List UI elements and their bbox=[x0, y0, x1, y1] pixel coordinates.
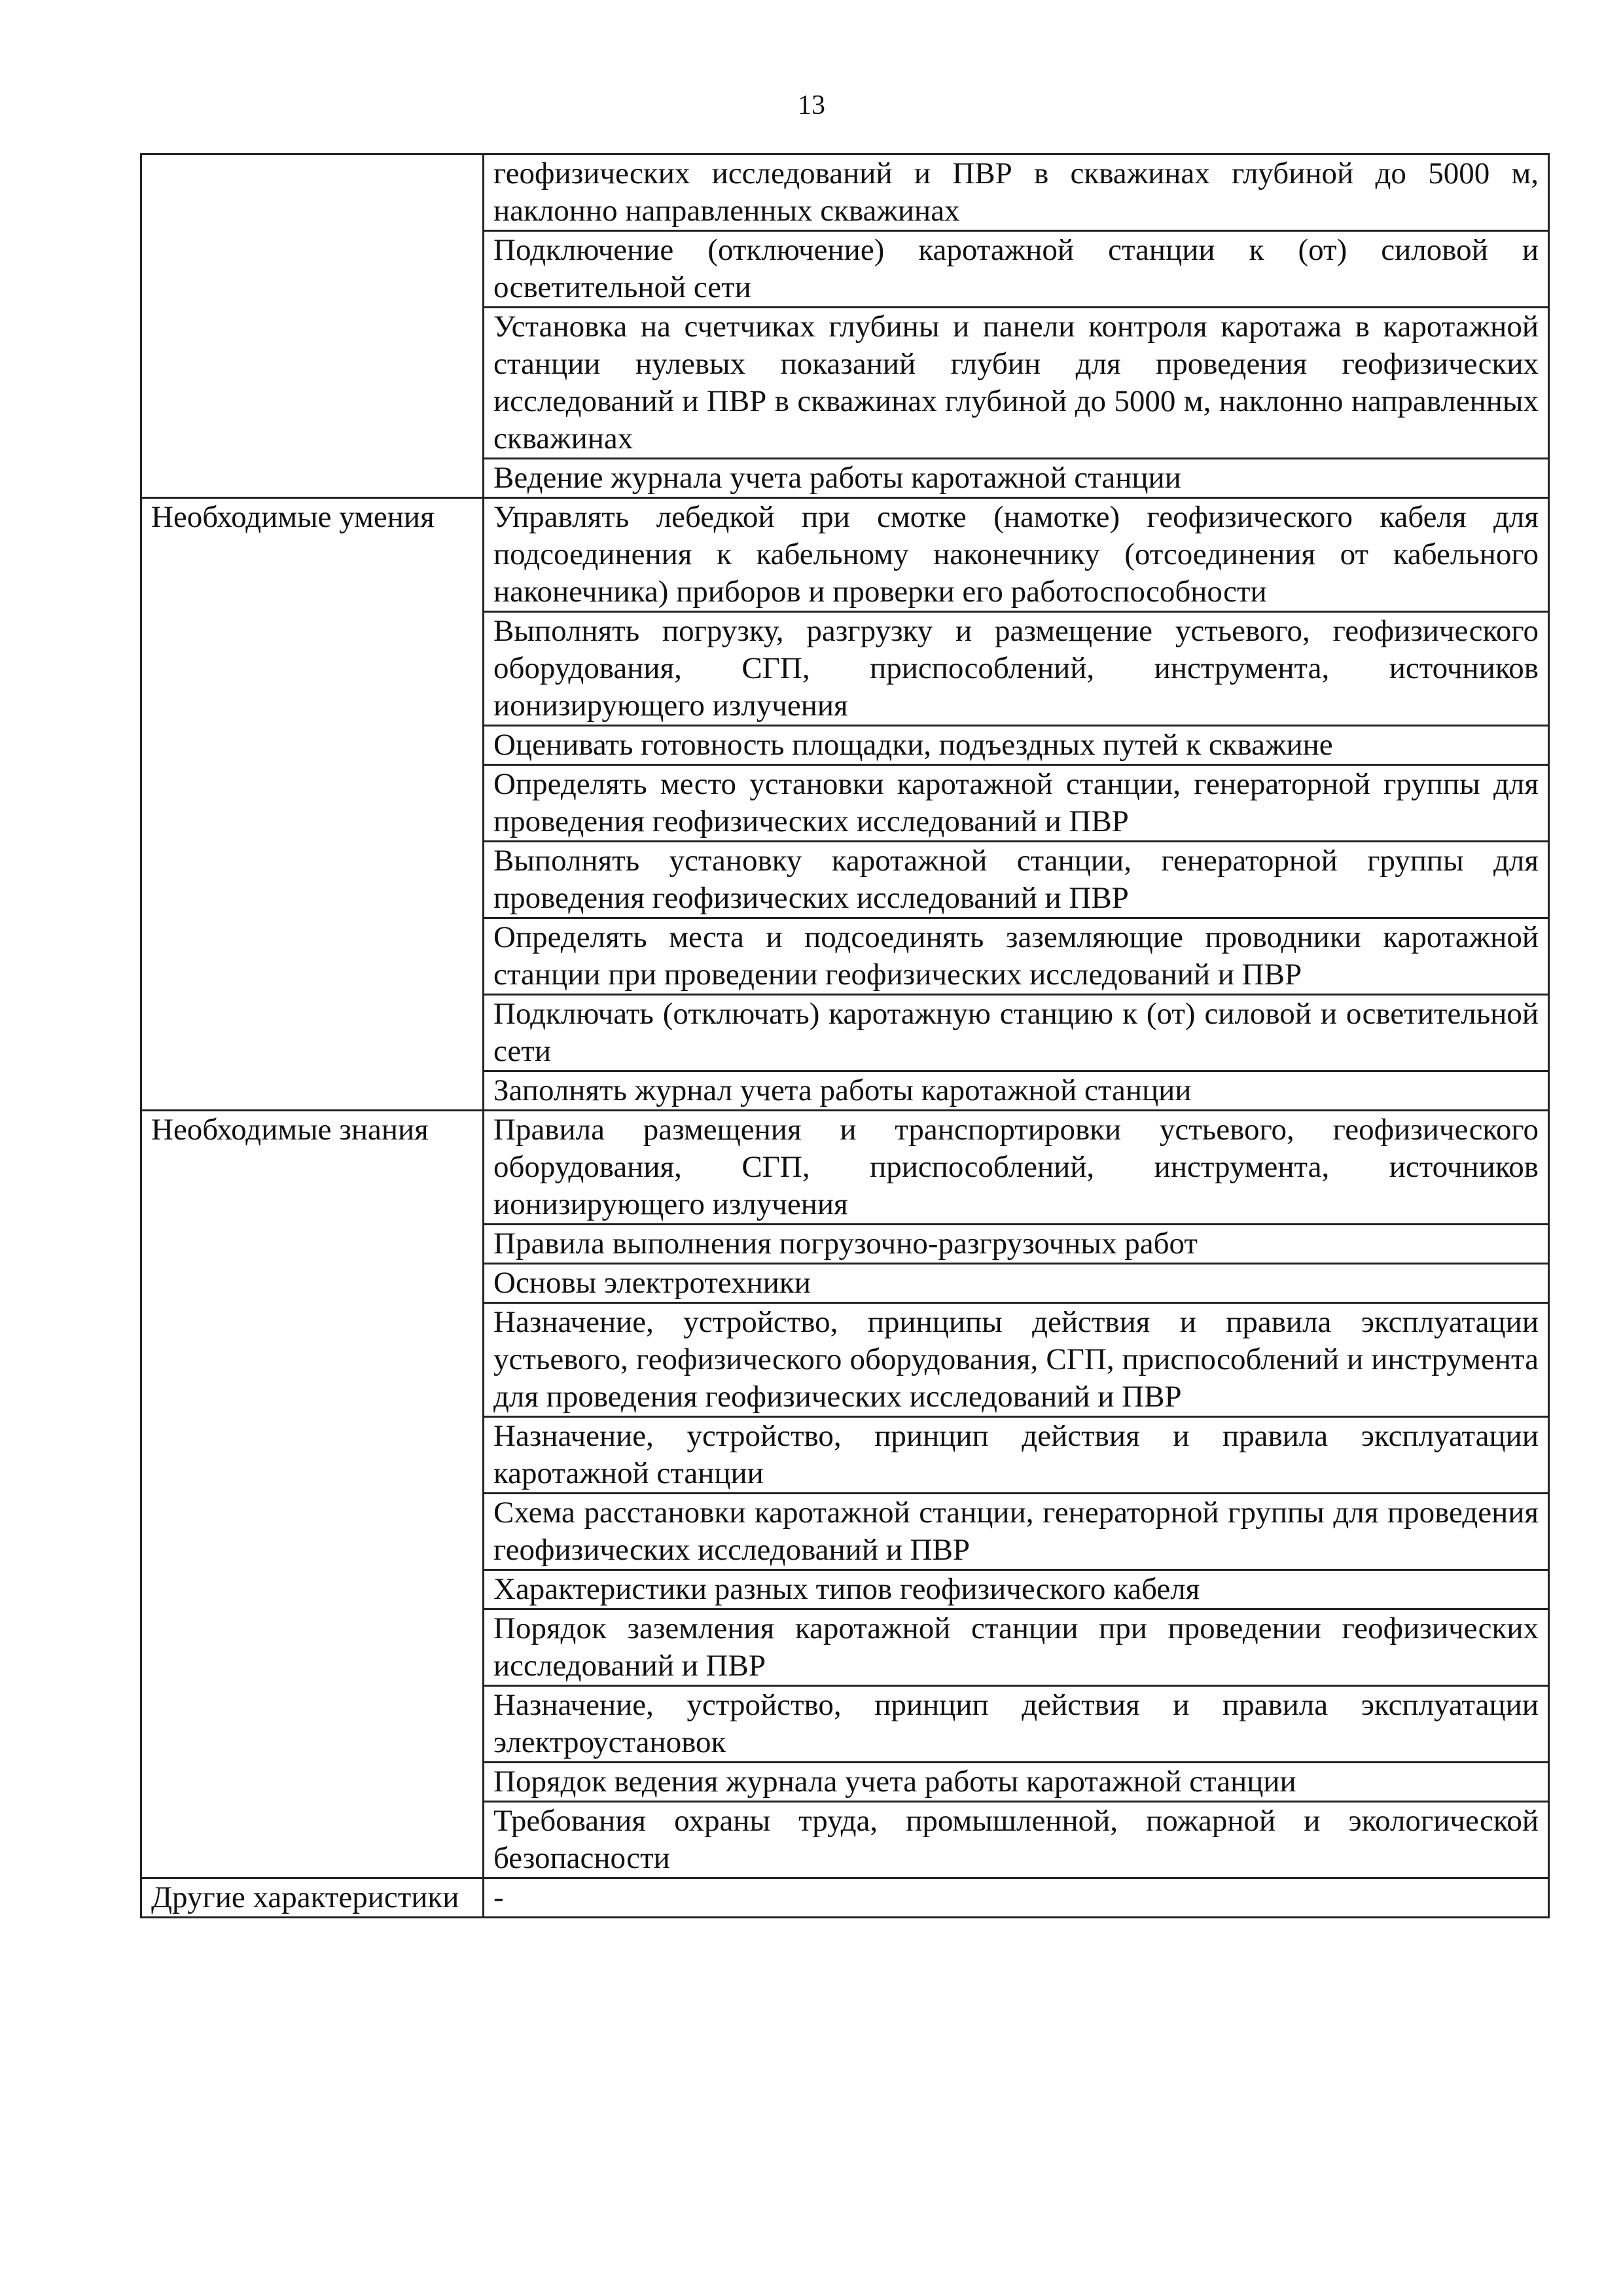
row-label-continuation bbox=[141, 459, 484, 498]
page-number: 13 bbox=[798, 90, 825, 120]
table-row bbox=[141, 498, 1549, 612]
row-label-continuation bbox=[141, 308, 484, 459]
table-row bbox=[141, 1417, 1549, 1494]
table-row bbox=[141, 231, 1549, 308]
table-row bbox=[141, 459, 1549, 498]
row-label: Необходимые знания bbox=[141, 1111, 484, 1225]
table-row bbox=[141, 308, 1549, 459]
row-content: Оценивать готовность площадки, подъездных путей к скважине bbox=[484, 726, 1549, 765]
row-content: Заполнять журнал учета работы каротажной станции bbox=[484, 1071, 1549, 1111]
row-label-continuation bbox=[141, 1071, 484, 1111]
table-row bbox=[141, 1802, 1549, 1878]
row-content: Правила выполнения погрузочно-разгрузочных работ bbox=[484, 1225, 1549, 1264]
row-content: Подключать (отключать) каротажную станцию к (от) силовой и осветительной сети bbox=[484, 995, 1549, 1071]
table-row bbox=[141, 842, 1549, 918]
table-row bbox=[141, 1303, 1549, 1417]
row-label-continuation bbox=[141, 1264, 484, 1303]
row-label-continuation bbox=[141, 612, 484, 726]
row-label-continuation bbox=[141, 765, 484, 842]
row-content: Основы электротехники bbox=[484, 1264, 1549, 1303]
row-content: Назначение, устройство, принцип действия и правила эксплуатации каротажной станции bbox=[484, 1417, 1549, 1494]
table-row bbox=[141, 726, 1549, 765]
row-content: Определять место установки каротажной станции, генераторной группы для проведения геофизических исследований и ПВР bbox=[484, 765, 1549, 842]
row-label-continuation bbox=[141, 1802, 484, 1878]
row-label-continuation bbox=[141, 1763, 484, 1802]
row-label-continuation bbox=[141, 1303, 484, 1417]
table-row bbox=[141, 1609, 1549, 1686]
table-body bbox=[141, 154, 1549, 1918]
row-label-continuation bbox=[141, 1225, 484, 1264]
row-label-continuation bbox=[141, 1570, 484, 1609]
row-label: Необходимые умения bbox=[141, 498, 484, 612]
table-row bbox=[141, 154, 1549, 231]
table-row bbox=[141, 1071, 1549, 1111]
row-content: Порядок заземления каротажной станции при проведении геофизических исследований и ПВР bbox=[484, 1609, 1549, 1686]
row-content: Ведение журнала учета работы каротажной станции bbox=[484, 459, 1549, 498]
table-row bbox=[141, 1763, 1549, 1802]
row-content: Порядок ведения журнала учета работы каротажной станции bbox=[484, 1763, 1549, 1802]
row-content: Выполнять погрузку, разгрузку и размещение устьевого, геофизического оборудования, СГП, приспособлений, инструмента, источников ионизирующего излучения bbox=[484, 612, 1549, 726]
row-content: Характеристики разных типов геофизического кабеля bbox=[484, 1570, 1549, 1609]
row-content: Установка на счетчиках глубины и панели контроля каротажа в каротажной станции нулевых показаний глубин для проведения геофизических исследований и ПВР в скважинах глубиной до 5000 м, наклонно направленных скважинах bbox=[484, 308, 1549, 459]
row-label: Другие характеристики bbox=[141, 1878, 484, 1918]
row-label-continuation bbox=[141, 918, 484, 995]
row-content: Назначение, устройство, принцип действия и правила эксплуатации электроустановок bbox=[484, 1686, 1549, 1763]
table-row bbox=[141, 1225, 1549, 1264]
row-content: Управлять лебедкой при смотке (намотке) геофизического кабеля для подсоединения к кабельному наконечнику (отсоединения от кабельного наконечника) приборов и проверки его работоспособности bbox=[484, 498, 1549, 612]
table-row bbox=[141, 918, 1549, 995]
table-row bbox=[141, 1686, 1549, 1763]
table-row bbox=[141, 1878, 1549, 1918]
row-label-continuation bbox=[141, 1417, 484, 1494]
row-label-continuation bbox=[141, 1609, 484, 1686]
row-label-continuation bbox=[141, 1494, 484, 1570]
table-row bbox=[141, 995, 1549, 1071]
row-label-continuation bbox=[141, 1686, 484, 1763]
row-label-continuation bbox=[141, 154, 484, 231]
row-content: Требования охраны труда, промышленной, пожарной и экологической безопасности bbox=[484, 1802, 1549, 1878]
table-row bbox=[141, 765, 1549, 842]
row-content: Выполнять установку каротажной станции, генераторной группы для проведения геофизических исследований и ПВР bbox=[484, 842, 1549, 918]
row-label-continuation bbox=[141, 231, 484, 308]
row-content: Подключение (отключение) каротажной станции к (от) силовой и осветительной сети bbox=[484, 231, 1549, 308]
row-label-continuation bbox=[141, 842, 484, 918]
row-content: Схема расстановки каротажной станции, генераторной группы для проведения геофизических исследований и ПВР bbox=[484, 1494, 1549, 1570]
row-content: Правила размещения и транспортировки устьевого, геофизического оборудования, СГП, приспособлений, инструмента, источников ионизирующего излучения bbox=[484, 1111, 1549, 1225]
table-row bbox=[141, 1570, 1549, 1609]
row-content: - bbox=[484, 1878, 1549, 1918]
row-content: Назначение, устройство, принципы действия и правила эксплуатации устьевого, геофизического оборудования, СГП, приспособлений и инструмента для проведения геофизических исследований и ПВР bbox=[484, 1303, 1549, 1417]
table-row bbox=[141, 1264, 1549, 1303]
row-label-continuation bbox=[141, 726, 484, 765]
table-row bbox=[141, 1494, 1549, 1570]
row-label-continuation bbox=[141, 995, 484, 1071]
table-row bbox=[141, 1111, 1549, 1225]
row-content: Определять места и подсоединять заземляющие проводники каротажной станции при проведении геофизических исследований и ПВР bbox=[484, 918, 1549, 995]
row-content: геофизических исследований и ПВР в скважинах глубиной до 5000 м, наклонно направленных скважинах bbox=[484, 154, 1549, 231]
table-row bbox=[141, 612, 1549, 726]
requirements-table bbox=[140, 153, 1550, 1918]
